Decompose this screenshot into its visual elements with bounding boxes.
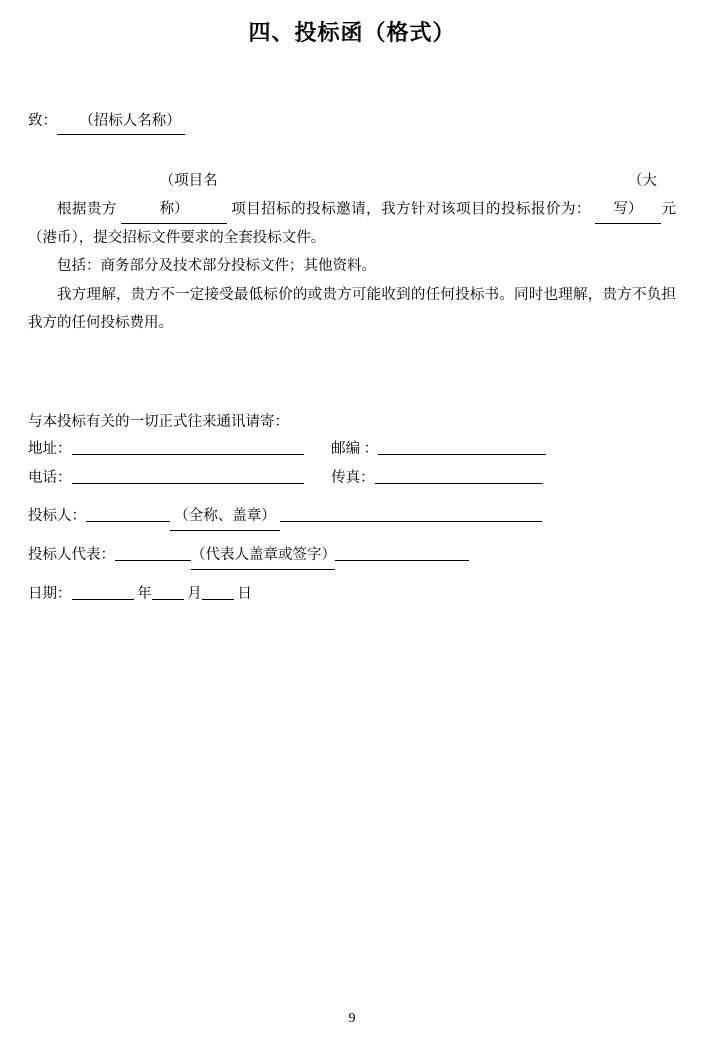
project-name-blank[interactable]: （项目名称） bbox=[121, 167, 227, 225]
address-input[interactable] bbox=[72, 440, 304, 456]
page-title: 四、投标函（格式） bbox=[248, 20, 456, 45]
body-block bbox=[28, 167, 676, 338]
date-label: 日期： bbox=[28, 586, 72, 603]
representative-input[interactable] bbox=[115, 546, 191, 562]
postcode-label: 邮编 ： bbox=[331, 441, 379, 458]
bidder-input-cont[interactable] bbox=[280, 506, 542, 522]
amount-blank[interactable]: （大写） bbox=[595, 167, 661, 225]
addressee-line bbox=[28, 109, 676, 135]
phone-input[interactable] bbox=[72, 468, 304, 484]
bidder-note: （全称、盖章） bbox=[170, 502, 280, 531]
para1-middle: 项目招标的投标邀请，我方针对该项目的投标报价为： bbox=[231, 200, 591, 217]
fax-input[interactable] bbox=[375, 468, 543, 484]
field-row-date bbox=[28, 580, 676, 608]
representative-label: 投标人代表： bbox=[28, 547, 115, 564]
date-year-input[interactable] bbox=[72, 585, 134, 601]
para1-lead: 根据贵方 bbox=[57, 200, 117, 217]
bidder-label: 投标人： bbox=[28, 507, 86, 524]
date-day-input[interactable] bbox=[202, 585, 234, 601]
addressee-label: 致： bbox=[28, 113, 57, 129]
phone-label: 电话： bbox=[28, 469, 72, 486]
date-day-label: 日 bbox=[237, 586, 252, 603]
addressee-blank[interactable]: （招标人名称） bbox=[75, 109, 185, 135]
para1-unit: 元（港币），提交招标文件要求的全套投标文件。 bbox=[28, 200, 677, 247]
field-row-address bbox=[28, 435, 676, 463]
representative-note: （代表人盖章或签字） bbox=[191, 541, 335, 570]
page-number: 9 bbox=[348, 1011, 356, 1026]
postcode-input[interactable] bbox=[378, 440, 546, 456]
paragraph-understanding: 我方理解，贵方不一定接受最低标价的或贵方可能收到的任何投标书。同时也理解，贵方不负担我方的任何投标费用。 bbox=[28, 286, 676, 331]
date-month-label: 月 bbox=[187, 586, 202, 603]
paragraph-bid-price bbox=[28, 167, 676, 253]
date-month-input[interactable] bbox=[152, 585, 184, 601]
field-row-bidder bbox=[28, 502, 676, 531]
representative-input-cont[interactable] bbox=[335, 546, 469, 562]
field-row-representative bbox=[28, 541, 676, 570]
date-year-label: 年 bbox=[137, 586, 152, 603]
document-page bbox=[0, 16, 704, 1043]
fax-label: 传真： bbox=[331, 469, 375, 486]
address-label: 地址： bbox=[28, 441, 72, 458]
paragraph-includes: 包括：商务部分及技术部分投标文件；其他资料。 bbox=[57, 258, 376, 275]
bidder-input[interactable] bbox=[86, 506, 170, 522]
contact-heading: 与本投标有关的一切正式往来通讯请寄： bbox=[28, 414, 289, 431]
field-row-phone bbox=[28, 464, 676, 492]
